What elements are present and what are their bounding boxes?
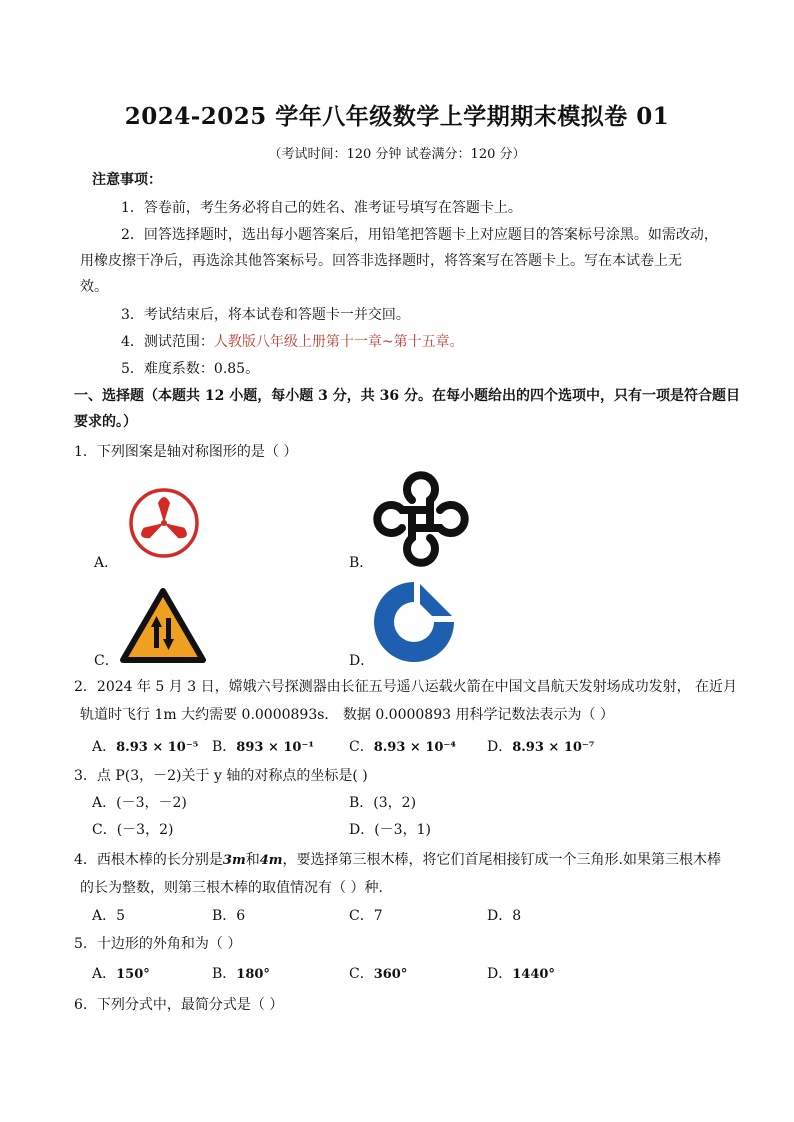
q1-option-d-label: D． <box>349 653 375 669</box>
q1-option-b-label: B． <box>349 555 374 571</box>
q1-option-c-label: C． <box>94 653 119 669</box>
q6-stem: 6．下列分式中，最简分式是（ ） <box>74 997 284 1013</box>
q2-option-b: B．893 × 10⁻¹ <box>212 739 315 755</box>
note-2-cont: 用橡皮擦干净后，再选涂其他答案标号。回答非选择题时，将答案写在答题卡上。写在本试卷上无 <box>80 253 682 269</box>
q5-option-b: B．180° <box>212 966 270 982</box>
q2-option-a: A．8.93 × 10⁻⁵ <box>92 739 199 755</box>
q1-stem: 1．下列图案是轴对称图形的是（ ） <box>74 444 298 460</box>
bank-logo-icon <box>372 580 456 664</box>
q4-stem: 4．西根木棒的长分别是3m和4m，要选择第三根木棒，将它们首尾相接钉成一个三角形.如果第三根木棒 <box>74 852 721 868</box>
q5-option-d: D．1440° <box>487 966 555 982</box>
q5-option-a: A．150° <box>92 966 150 982</box>
note-4 <box>121 332 464 352</box>
note-2-end: 效。 <box>80 279 108 295</box>
note-2: 2．回答选择题时，选出每小题答案后，用铅笔把答题卡上对应题目的答案标号涂黑。如需改动， <box>121 227 718 243</box>
q4-option-a: A．5 <box>92 908 126 924</box>
scope-label: 4．测试范围： <box>121 334 214 350</box>
q4-option-b: B．6 <box>212 908 246 924</box>
two-way-traffic-sign-icon <box>120 588 206 664</box>
q3-option-d: D．(－3，1) <box>349 822 431 838</box>
page-title: 2024-2025 学年八年级数学上学期期末模拟卷 01 <box>124 103 670 130</box>
q3-option-a: A．(－3，－2) <box>92 795 187 811</box>
q3-option-c: C．(－3，2) <box>92 822 174 838</box>
q4-option-c: C．7 <box>349 908 383 924</box>
section-heading-cont: 要求的。） <box>74 414 137 430</box>
knot-logo-icon <box>372 470 470 568</box>
note-5: 5．难度系数：0.85。 <box>121 361 260 377</box>
q3-option-b: B．(3，2) <box>349 795 417 811</box>
note-3: 3．考试结束后，将本试卷和答题卡一并交回。 <box>121 307 410 323</box>
q2-option-d: D．8.93 × 10⁻⁷ <box>487 739 595 755</box>
scope-value: 人教版八年级上册第十一章~第十五章。 <box>213 334 464 350</box>
propeller-logo-icon <box>128 487 200 559</box>
q4-option-d: D．8 <box>487 908 522 924</box>
q4-stem-cont: 的长为整数，则第三根木棒的取值情况有（ ）种. <box>80 880 383 896</box>
note-1: 1．答卷前，考生务必将自己的姓名、准考证号填写在答题卡上。 <box>121 200 522 216</box>
exam-info: （考试时间：120 分钟 试卷满分：120 分） <box>268 147 526 162</box>
q1-option-a-label: A． <box>94 555 119 571</box>
q2-option-c: C．8.93 × 10⁻⁴ <box>349 739 456 755</box>
q5-stem: 5．十边形的外角和为（ ） <box>74 936 242 952</box>
notes-heading: 注意事项： <box>92 172 162 188</box>
q2-stem-cont: 轨道时飞行 1m 大约需要 0.0000893s． 数据 0.0000893 用科学记数法表示为（ ） <box>80 707 614 723</box>
q3-stem: 3．点 P(3，－2)关于 y 轴的对称点的坐标是( ) <box>74 768 368 784</box>
section-heading: 一、选择题（本题共 12 小题，每小题 3 分，共 36 分。在每小题给出的四个选项中，只有一项是符合题目 <box>74 388 740 404</box>
q2-stem: 2．2024 年 5 月 3 日，嫦娥六号探测器由长征五号遥八运载火箭在中国文昌航天发射场成功发射， 在近月 <box>74 679 738 695</box>
q5-option-c: C．360° <box>349 966 408 982</box>
